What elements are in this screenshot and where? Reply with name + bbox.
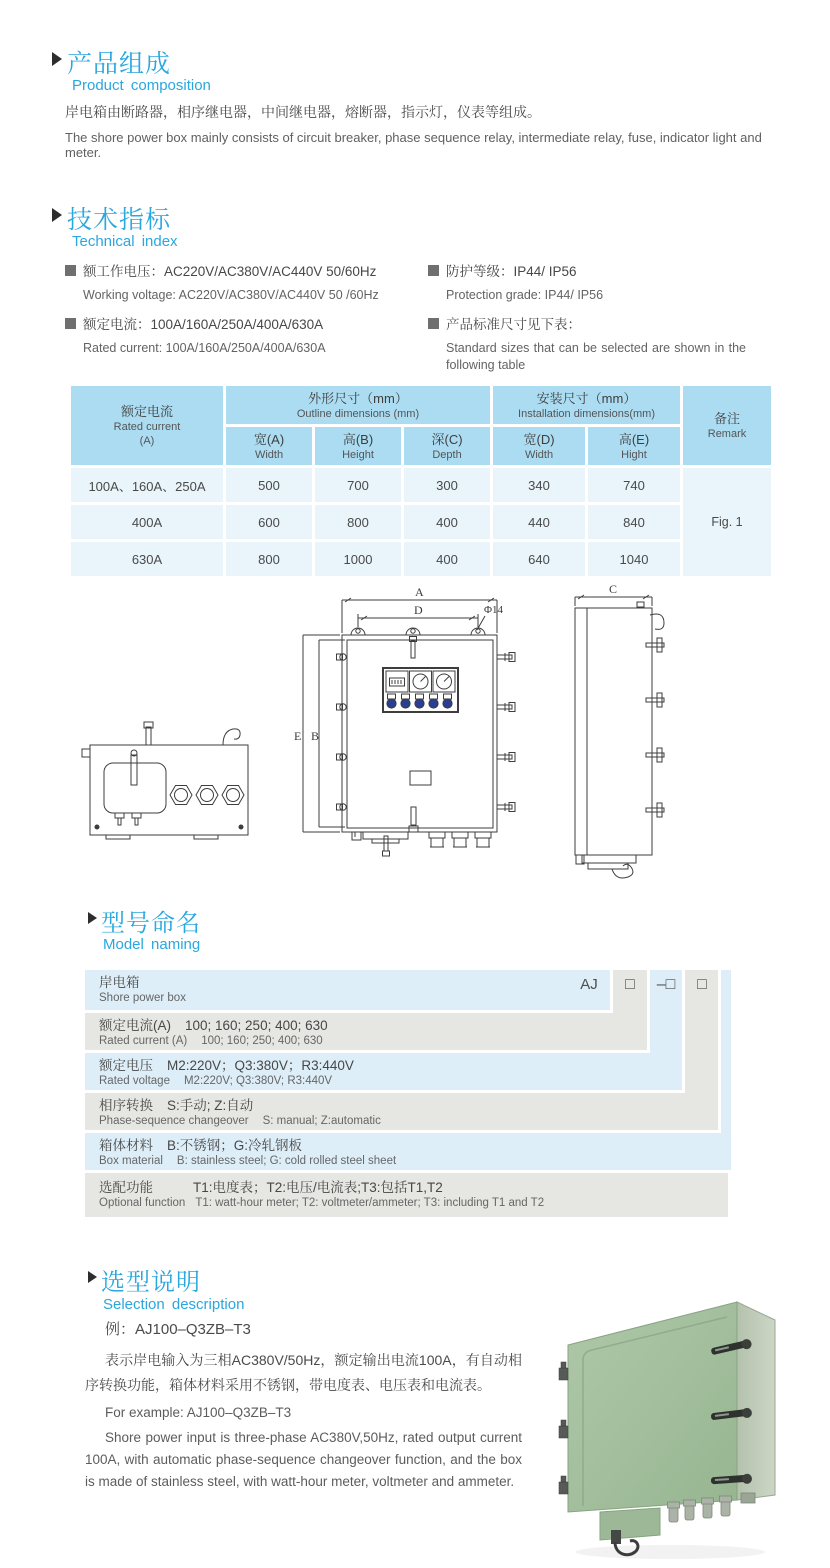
- square-bullet-icon: [428, 318, 439, 329]
- remark-cell: Fig. 1: [683, 468, 771, 576]
- indicator-lights: [387, 694, 452, 708]
- spec-working-voltage: [65, 260, 415, 304]
- technical-drawings: [0, 585, 830, 895]
- spec-en-text: Protection grade: IP44/ IP56: [446, 288, 604, 302]
- section-subtitle-technical-index: Technical index: [72, 233, 178, 250]
- selection-text-block: [85, 1318, 522, 1493]
- dim-label-b: B: [311, 729, 320, 743]
- dim-label-d: D: [414, 603, 423, 617]
- section-subtitle-product-composition: Product composition: [72, 77, 211, 94]
- product-composition-text-cn: 岸电箱由断路器，相序继电器，中间继电器，熔断器，指示灯，仪表等组成。: [65, 104, 541, 120]
- bottom-view-drawing: [82, 722, 248, 839]
- spec-standard-sizes: [428, 313, 748, 374]
- table-row: 630A 800 1000 400 640 1040: [71, 542, 771, 576]
- model-code-box-2: –□: [656, 976, 676, 993]
- square-bullet-icon: [65, 318, 76, 329]
- naming-row-phase-sequence: 相序转换 S:手动; Z:自动 Phase-sequence changeover S: manual; Z:automatic: [85, 1093, 718, 1130]
- naming-row-optional-function: 选配功能 T1:电度表；T2:电压/电流表;T3:包括T1,T2 Optional function T1: watt-hour meter; T2: voltmeter/ammeter; T3: including T1 and T2: [85, 1173, 728, 1217]
- subcol-depth-c: 深(C) Depth: [404, 427, 490, 465]
- col-header-rated-current: 额定电流 Rated current (A): [71, 386, 223, 465]
- selection-body-en: Shore power input is three-phase AC380V,50Hz, rated output current 100A, with automatic phase-sequence changeover function, and the box is made of stainless steel, with watt-hour meter, voltmeter and ammeter.: [85, 1430, 522, 1489]
- spec-en-text: Working voltage: AC220V/AC380V/AC440V 50 /60Hz: [83, 288, 379, 302]
- section-arrow-icon: [88, 912, 97, 924]
- front-view-drawing: [303, 598, 515, 856]
- model-code-prefix: AJ: [580, 976, 598, 993]
- table-row: 100A、160A、250A 500 700 300 340 740 Fig. 1: [71, 468, 771, 502]
- model-code-box-1: □: [625, 976, 635, 993]
- naming-row-rated-voltage: 额定电压 M2:220V；Q3:380V；R3:440V Rated voltage M2:220V; Q3:380V; R3:440V: [85, 1053, 682, 1090]
- naming-row-shore-power-box: 岸电箱 Shore power box: [85, 970, 610, 1010]
- spec-cn-text: 额工作电压：AC220V/AC380V/AC440V 50/60Hz: [83, 264, 377, 279]
- spec-column-left: [65, 260, 415, 366]
- section-subtitle-model-naming: Model naming: [103, 936, 201, 953]
- section-arrow-icon: [52, 52, 62, 66]
- subcol-height-e: 高(E) Hight: [588, 427, 680, 465]
- product-composition-text-en: The shore power box mainly consists of circuit breaker, phase sequence relay, intermediate relay, fuse, indicator light and meter.: [65, 130, 762, 160]
- col-group-outline-dimensions: 外形尺寸（mm） Outline dimensions (mm): [226, 386, 490, 424]
- section-title-model-naming: 型号命名: [101, 910, 201, 937]
- spec-cn-text: 额定电流：100A/160A/250A/400A/630A: [83, 317, 324, 332]
- subcol-height-b: 高(B) Height: [315, 427, 401, 465]
- square-bullet-icon: [428, 265, 439, 276]
- subcol-width-a: 宽(A) Width: [226, 427, 312, 465]
- spec-cn-text: 产品标准尺寸见下表：: [446, 317, 581, 332]
- col-group-installation-dimensions: 安装尺寸（mm） Installation dimensions(mm): [493, 386, 680, 424]
- dim-label-hole: Φ14: [484, 604, 504, 616]
- dimension-table: [68, 383, 774, 579]
- section-arrow-icon: [52, 208, 62, 222]
- dim-label-c: C: [609, 585, 618, 596]
- spec-protection-grade: [428, 260, 748, 304]
- subcol-width-d: 宽(D) Width: [493, 427, 585, 465]
- section-title-selection: 选型说明: [101, 1269, 201, 1296]
- model-code-box-3: □: [697, 976, 707, 993]
- photo-hinges: [559, 1362, 568, 1494]
- naming-row-box-material: 箱体材料 B:不锈钢；G:冷轧钢板 Box material B: stainless steel; G: cold rolled steel sheet: [85, 1133, 731, 1170]
- selection-example-cn: 例：AJ100–Q3ZB–T3: [105, 1321, 251, 1338]
- naming-row-rated-current: 额定电流(A) 100; 160; 250; 400; 630 Rated current (A) 100; 160; 250; 400; 630: [85, 1013, 647, 1050]
- table-row: 400A 600 800 400 440 840: [71, 505, 771, 539]
- square-bullet-icon: [65, 265, 76, 276]
- spec-cn-text: 防护等级：IP44/ IP56: [446, 264, 577, 279]
- spec-en-text: Rated current: 100A/160A/250A/400A/630A: [83, 341, 326, 355]
- spec-rated-current: [65, 313, 415, 357]
- spec-column-right: [428, 260, 748, 383]
- spec-en-text: Standard sizes that can be selected are shown in the following table: [446, 341, 746, 372]
- selection-example-en: For example: AJ100–Q3ZB–T3: [105, 1405, 292, 1420]
- section-title-technical-index: 技术指标: [67, 206, 172, 234]
- section-title-product-composition: 产品组成: [67, 50, 172, 78]
- product-photo: [545, 1290, 830, 1568]
- side-view-drawing: [575, 595, 664, 878]
- dim-label-a: A: [415, 585, 424, 599]
- selection-body-cn: 表示岸电输入为三相AC380V/50Hz，额定输出电流100A，有自动相序转换功能，箱体材料采用不锈钢，带电度表、电压表和电流表。: [85, 1352, 522, 1393]
- section-subtitle-selection: Selection description: [103, 1296, 245, 1313]
- section-arrow-icon: [88, 1271, 97, 1283]
- dim-label-e: E: [294, 729, 302, 743]
- col-header-remark: 备注 Remark: [683, 386, 771, 465]
